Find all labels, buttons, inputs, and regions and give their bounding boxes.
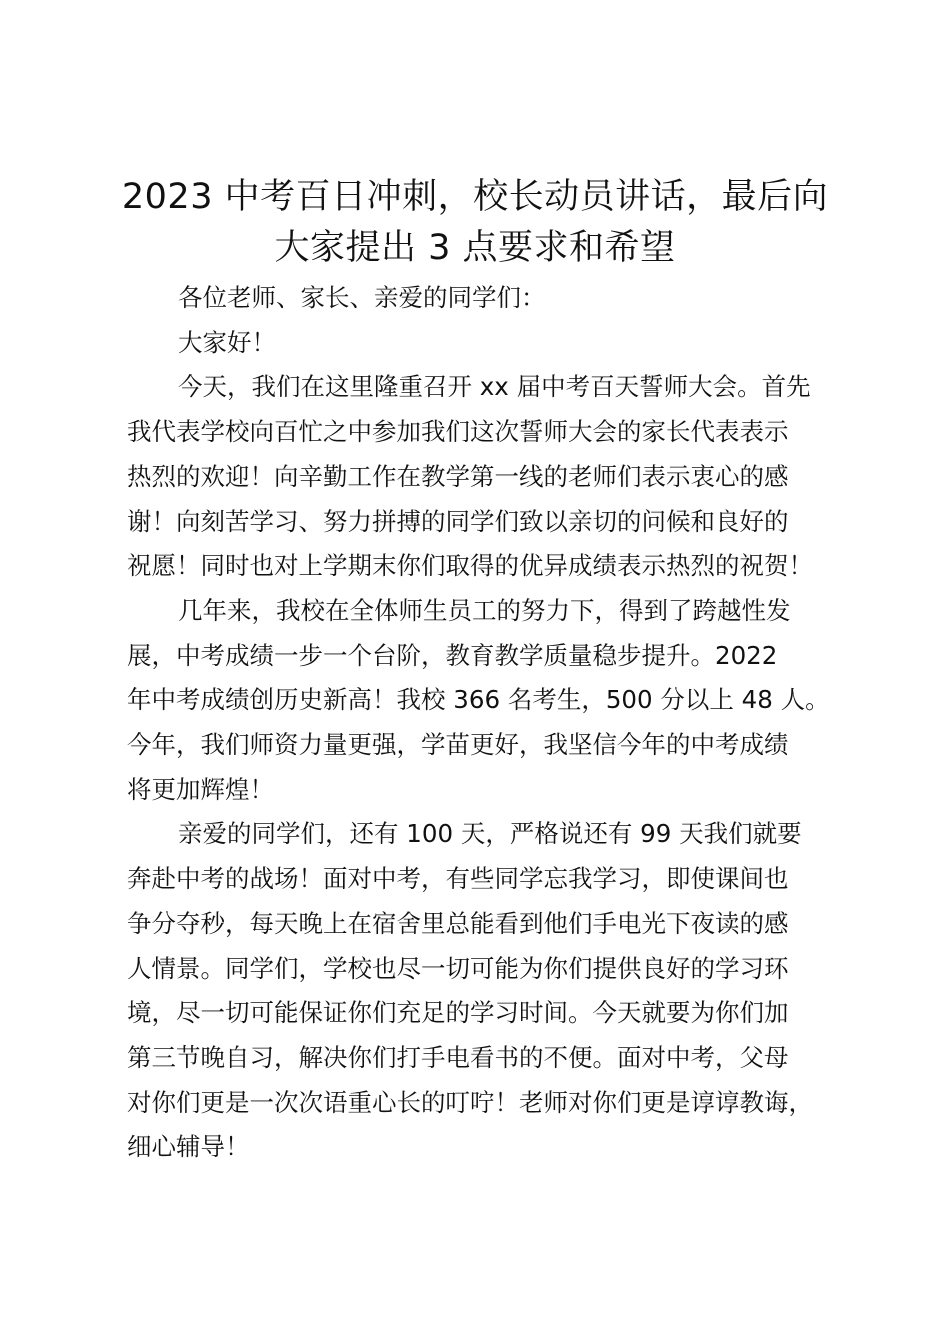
paragraph-2 xyxy=(127,589,847,813)
salutation: 各位老师、家长、亲爱的同学们： xyxy=(178,283,546,312)
paragraph-line: 第三节晚自习，解决你们打手电看书的不便。面对中考，父母 xyxy=(127,1042,789,1072)
paragraph-line: 境，尽一切可能保证你们充足的学习时间。今天就要为你们加 xyxy=(127,998,789,1028)
document-body xyxy=(127,276,847,1170)
paragraph-line: 年中考成绩创历史新高！我校 366 名考生，500 分以上 48 人。 xyxy=(127,685,830,715)
paragraph-line: 今年，我们师资力量更强，学苗更好，我坚信今年的中考成绩 xyxy=(127,730,789,760)
paragraph-1 xyxy=(127,365,847,589)
paragraph-line: 我代表学校向百忙之中参加我们这次誓师大会的家长代表表示 xyxy=(127,417,789,447)
paragraph-line: 人情景。同学们，学校也尽一切可能为你们提供良好的学习环 xyxy=(127,953,789,983)
title-line: 大家提出 3 点要求和希望 xyxy=(274,228,676,268)
paragraph-line: 热烈的欢迎！向辛勤工作在教学第一线的老师们表示衷心的感 xyxy=(127,461,789,491)
greeting: 大家好！ xyxy=(178,327,276,357)
paragraph-line: 将更加辉煌！ xyxy=(127,774,274,804)
paragraph-line: 对你们更是一次次语重心长的叮咛！老师对你们更是谆谆教诲， xyxy=(127,1087,813,1117)
paragraph-3 xyxy=(127,812,847,1170)
paragraph-line: 几年来，我校在全体师生员工的努力下，得到了跨越性发 xyxy=(178,595,791,625)
paragraph-line: 祝愿！同时也对上学期末你们取得的优异成绩表示热烈的祝贺！ xyxy=(127,551,813,581)
document-title xyxy=(100,172,850,274)
paragraph-line: 亲爱的同学们，还有 100 天，严格说还有 99 天我们就要 xyxy=(178,819,802,849)
paragraph-line: 展，中考成绩一步一个台阶，教育教学质量稳步提升。2022 xyxy=(127,640,778,670)
title-line: 2023 中考百日冲刺，校长动员讲话，最后向 xyxy=(121,177,829,217)
paragraph-line: 细心辅导！ xyxy=(127,1132,250,1162)
paragraph-line: 争分夺秒，每天晚上在宿舍里总能看到他们手电光下夜读的感 xyxy=(127,908,789,938)
paragraph-line: 谢！向刻苦学习、努力拼搏的同学们致以亲切的问候和良好的 xyxy=(127,506,789,536)
paragraph-line: 奔赴中考的战场！面对中考，有些同学忘我学习，即使课间也 xyxy=(127,864,789,894)
paragraph-line: 今天，我们在这里隆重召开 xx 届中考百天誓师大会。首先 xyxy=(178,372,811,402)
